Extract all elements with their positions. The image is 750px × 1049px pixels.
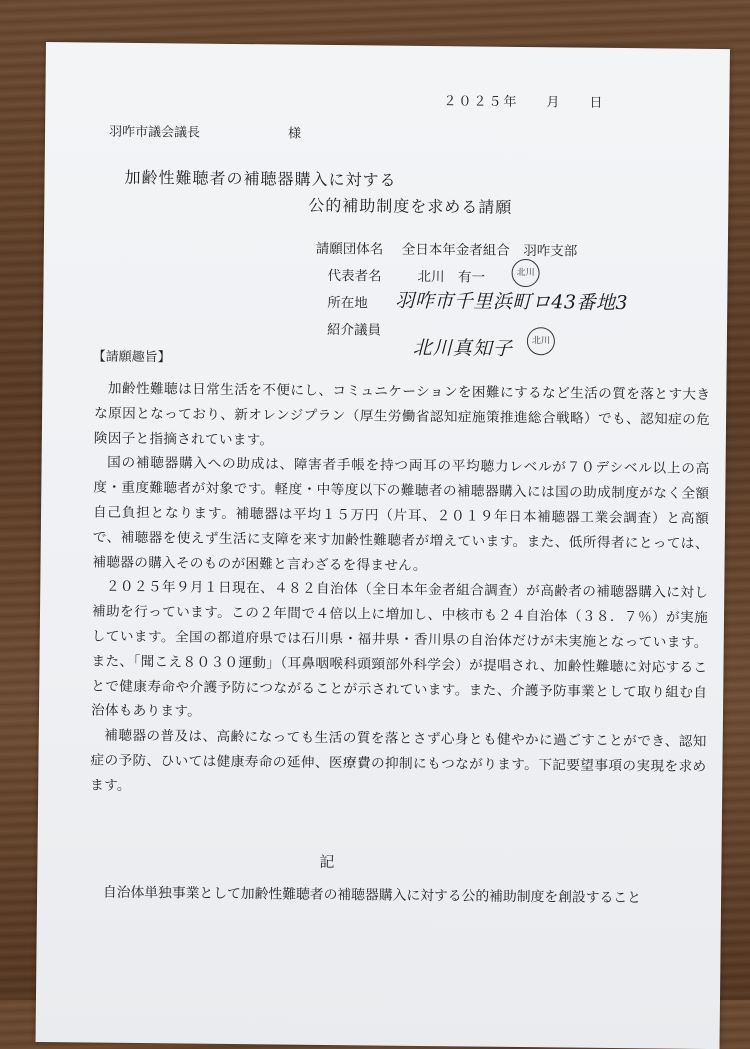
- date-year: ２０２５年: [443, 94, 519, 110]
- section-heading: 【請願趣旨】: [92, 349, 171, 366]
- date-month: 月: [546, 95, 562, 111]
- addressee: 羽咋市議会議長: [108, 124, 201, 141]
- rep-value: 北川 有一: [417, 268, 486, 286]
- introducing-member-handwritten: 北川真知子: [412, 336, 513, 360]
- addressee-line: [109, 121, 301, 142]
- address-row: [315, 291, 401, 312]
- request-text: 自治体単独事業として加齢性難聴者の補聴器購入に対する公的補助制度を創設すること: [102, 884, 642, 907]
- org-value: 全日本年金者組合 羽咋支部: [401, 241, 578, 260]
- title-line-2: 公的補助制度を求める請願: [308, 195, 513, 217]
- date-line: [443, 90, 632, 111]
- request-item: [89, 880, 685, 910]
- representative-seal: 北川: [511, 259, 539, 287]
- paragraph: ２０２５年９月１日現在、４８２自治体（全日本年金者組合調査）が高齢者の補聴器購入に対し補助を行っています。この２年間で４倍以上に増加し、中核市も２４自治体（３８．７％）が実施しています。全国の都道府県では石川県・福井県・香川県の自治体だけが未実施となっています。また、「聞こえ８０３０運動」（耳鼻咽喉科頭頸部外科学会）が提唱され、加齢性難聴に対応することで健康寿命や介護予防につながることが示されています。また、介護予防事業として取り組む自治体もあります。: [90, 579, 709, 721]
- document-page: [36, 42, 730, 1049]
- rep-label: 代表者名: [327, 267, 382, 285]
- intro-label: 紹介議員: [326, 321, 382, 339]
- paragraph: 国の補聴器購入への助成は、障害者手帳を持つ両耳の平均聴力レベルが７０デシベル以上の高度・重度難聴者が対象です。軽度・中等度以下の難聴者の補聴器購入には国の助成制度がなく全額自己負担となります。補聴器は平均１５万円（片耳、２０１９年日本補聴器工業会調査）と高額で、補聴器を使えず生活に支障を来す加齢性難聴者が増えています。また、低所得者にとっては、補聴器の購入そのものが困難と言わざるを得ません。: [92, 455, 710, 574]
- address-handwritten: 羽咋市千里浜町ロ43番地3: [395, 289, 629, 315]
- petitioner-org-row: [316, 237, 578, 260]
- date-day: 日: [589, 95, 605, 111]
- paragraph: 加齢性難聴は日常生活を不便にし、コミュニケーションを困難にするなど生活の質を落とす大きな原因となっており、新オレンジプラン（厚生労働省認知症施策推進総合戦略）でも、認知症の危険因子と指摘されています。: [93, 380, 711, 448]
- org-label: 請願団体名: [315, 240, 384, 258]
- honorific: 様: [287, 126, 302, 142]
- ki-heading: 記: [319, 852, 335, 872]
- addr-label: 所在地: [327, 294, 368, 312]
- representative-row: [315, 264, 485, 286]
- introducing-member-row: [315, 318, 401, 339]
- paragraph: 補聴器の普及は、高齢になっても生活の質を落とさず心身とも健やかに過ごすことができ、認知症の予防、ひいては健康寿命の延伸、医療費の抑制にもつながります。下記要望事項の実現を求めます。: [90, 727, 707, 794]
- introducing-member-seal: 北川: [527, 327, 555, 355]
- petition-body: [90, 377, 710, 805]
- title-line-1: 加齢性難聴者の補聴器購入に対する: [124, 167, 397, 190]
